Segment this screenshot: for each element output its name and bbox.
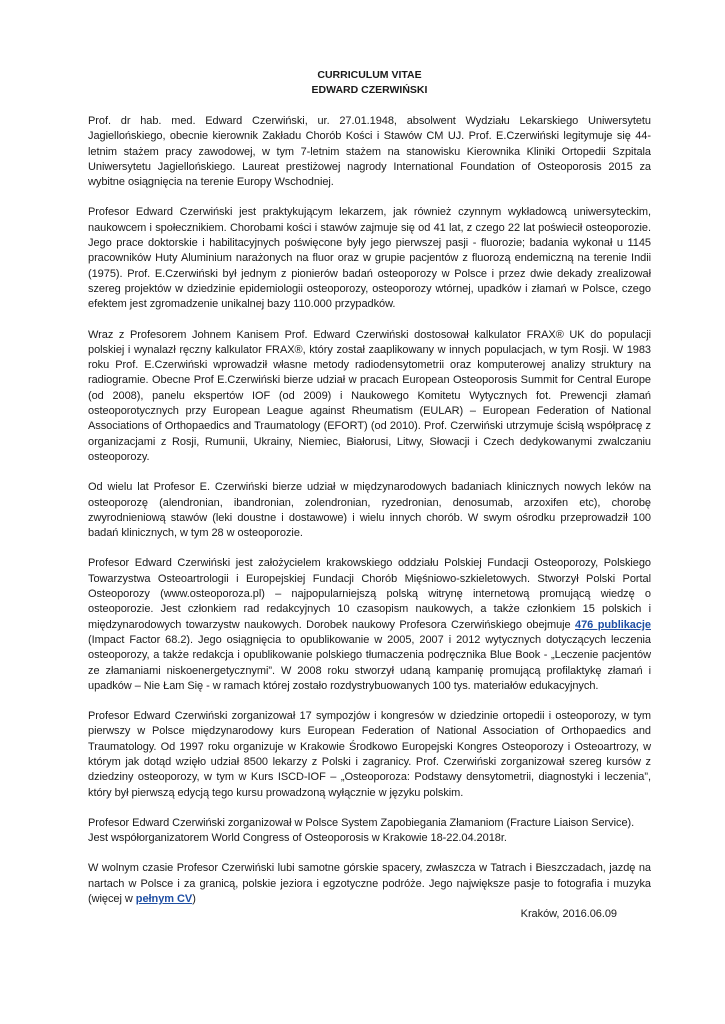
paragraph-foundations-text-start: Profesor Edward Czerwiński jest założycielem krakowskiego oddziału Polskiej Fundacji Osteoporozy, Polskiego Towarzystwa Osteoartrologii i Europejskiej Fundacji Chorób Mięśniowo-szkieletowych. Stworzył Polski Portal Osteoporozy (www.osteoporoza.pl) – najpopularniejszą polską witrynę internetową promującą wiedzę o osteoporozie. Jest członkiem rad redakcyjnych 10 czasopism naukowych, a także członkiem 15 polskich i międzynarodowych towarzystw naukowych. Dorobek naukowy Profesora Czerwińskiego obejmuje — [88, 557, 651, 631]
paragraph-hobbies — [88, 861, 651, 907]
paragraph-frax-calculator: Wraz z Profesorem Johnem Kanisem Prof. Edward Czerwiński dostosował kalkulator FRAX® UK do populacji polskiej i wynalazł ręczny kalkulator FRAX®, który został zaaplikowany w innych populacjach, w tym Rosji. W 1983 roku Prof. E.Czerwiński wprowadził własne metody radiodensytometrii oraz komputerowej analizy struktury na radiogramie. Obecne Prof E.Czerwiński bierze udział w pracach European Osteoporosis Summit for Central Europe (od 2008), panelu ekspertów IOF (od 2009) i Naukowego Komitetu Wytycznych fot. Prewencji złamań osteoporotycznych przy European League against Rheumatism (EULAR) – European Federation of National Associations of Orthopaedics and Traumatology (EFORT) (od 2010). Prof. Czerwiński utrzymuje ścisłą współpracę z organizacjami z Rosji, Rumunii, Ukrainy, Niemiec, Białorusi, Litwy, Słowacji i Czech dedykowanymi zwalczaniu osteoporozy. — [88, 328, 651, 463]
paragraph-foundations-text-end: (Impact Factor 68.2). Jego osiągnięcia to opublikowanie w 2005, 2007 i 2012 wytycznych dotyczących leczenia osteoporozy, a także redakcja i opublikowanie polskiego tłumaczenia podręcznika Blue Book - „Leczenie pacjentów ze złamaniami niskoenergetycznymi”. W 2008 roku stworzył udaną kampanię promującą profilaktykę złamań i upadków – Nie Łam Się - w ramach której zostało rozdystrybuowanych 100 tys. materiałów edukacyjnych. — [88, 633, 651, 692]
document-date: Kraków, 2016.06.09 — [520, 908, 617, 921]
document-title-line-2: EDWARD CZERWIŃSKI — [311, 84, 428, 96]
paragraph-hobbies-close: ) — [192, 893, 196, 906]
world-congress-line: Jest współorganizatorem World Congress of Osteoporosis w Krakowie 18-22.04.2018r. — [88, 832, 507, 845]
cv-document — [88, 68, 651, 923]
publications-link[interactable]: 476 publikacje — [575, 618, 651, 631]
paragraph-fracture-liaison — [88, 816, 651, 847]
paragraph-clinical-trials: Od wielu lat Profesor E. Czerwiński bierze udział w międzynarodowych badaniach klinicznych nowych leków na osteoporozę (alendronian, ibandronian, zolendronian, ryzedronian, denosumab, arzoxifen etc), chorobę zwyrodnieniową stawów (leki doustne i dostawowe) i wielu innych chorób. W swym ośrodku przeprowadził 100 badań klinicznych, w tym 28 w osteoporozie. — [88, 481, 651, 540]
paragraph-foundations — [88, 556, 651, 694]
document-title-line-1: CURRICULUM VITAE — [317, 69, 422, 81]
paragraph-hobbies-text: W wolnym czasie Profesor Czerwiński lubi samotne górskie spacery, zwłaszcza w Tatrach i Bieszczadach, jazdę na nartach w Polsce i za granicą, polskie jeziora i egzotyczne podróże. Jego największe pasje to fotografia i muzyka (więcej w — [88, 862, 651, 906]
paragraph-clinical-career: Profesor Edward Czerwiński jest praktykującym lekarzem, jak również czynnym wykładowcą uniwersyteckim, naukowcem i społecznikiem. Chorobami kości i stawów zajmuje się od 41 lat, z czego 22 lat poświecił osteoporozie. Jego prace doktorskie i habilitacyjnych poświęcone były jego pierwszej pasji - fluorozie; badania wykonał u 1145 pracowników Huty Aluminium narażonych na fluor oraz w grupie pacjentów z fluorozą endemiczną na terenie Indii (1975). Prof. E.Czerwiński był jednym z pionierów badań osteoporozy w Polsce i przez dwie dekady zrealizował szereg projektów w dziedzinie epidemiologii osteoporozy, osteoporozy wtórnej, upadków i złamań w Polsce, czego efektem jest zgromadzenie unikalnej bazy 110.000 przypadków. — [88, 206, 651, 311]
paragraph-congresses: Profesor Edward Czerwiński zorganizował 17 sympozjów i kongresów w dziedzinie ortopedii i osteoporozy, w tym pierwszy w Polsce międzynarodowy kurs European Federation of National Association of Orthopaedics and Traumatology. Od 1997 roku organizuje w Krakowie Środkowo Europejski Kongres Osteoporozy i Osteoartrozy, w którym jak dotąd wzięło udział 8500 lekarzy z Polski i zagranicy. Prof. Czerwiński zorganizował szereg kursów z dziedziny osteoporozy, w tym w Kurs ISCD-IOF – „Osteoporoza: Podstawy densytometrii, diagnostyki i leczenia”, który był pierwszą edycją tego kursu prowadzoną wyłącznie w języku polskim. — [88, 710, 651, 799]
fracture-liaison-line: Profesor Edward Czerwiński zorganizował w Polsce System Zapobiegania Złamaniom (Fracture Liaison Service). — [88, 816, 635, 829]
paragraph-bio-intro: Prof. dr hab. med. Edward Czerwiński, ur. 27.01.1948, absolwent Wydziału Lekarskiego Uniwersytetu Jagiellońskiego, obecnie kierownik Zakładu Chorób Kości i Stawów CM UJ. Prof. E.Czerwiński legitymuje się 44-letnim stażem pracy zawodowej, w tym 7-letnim stażem na stanowisku Kierownika Kliniki Ortopedii Szpitala Uniwersytetu Jagiellońskiego. Laureat prestiżowej nagrody International Foundation of Osteoporosis 2015 za wybitne osiągnięcia na terenie Europy Wschodniej. — [88, 115, 651, 189]
full-cv-link[interactable]: pełnym CV — [135, 893, 193, 906]
